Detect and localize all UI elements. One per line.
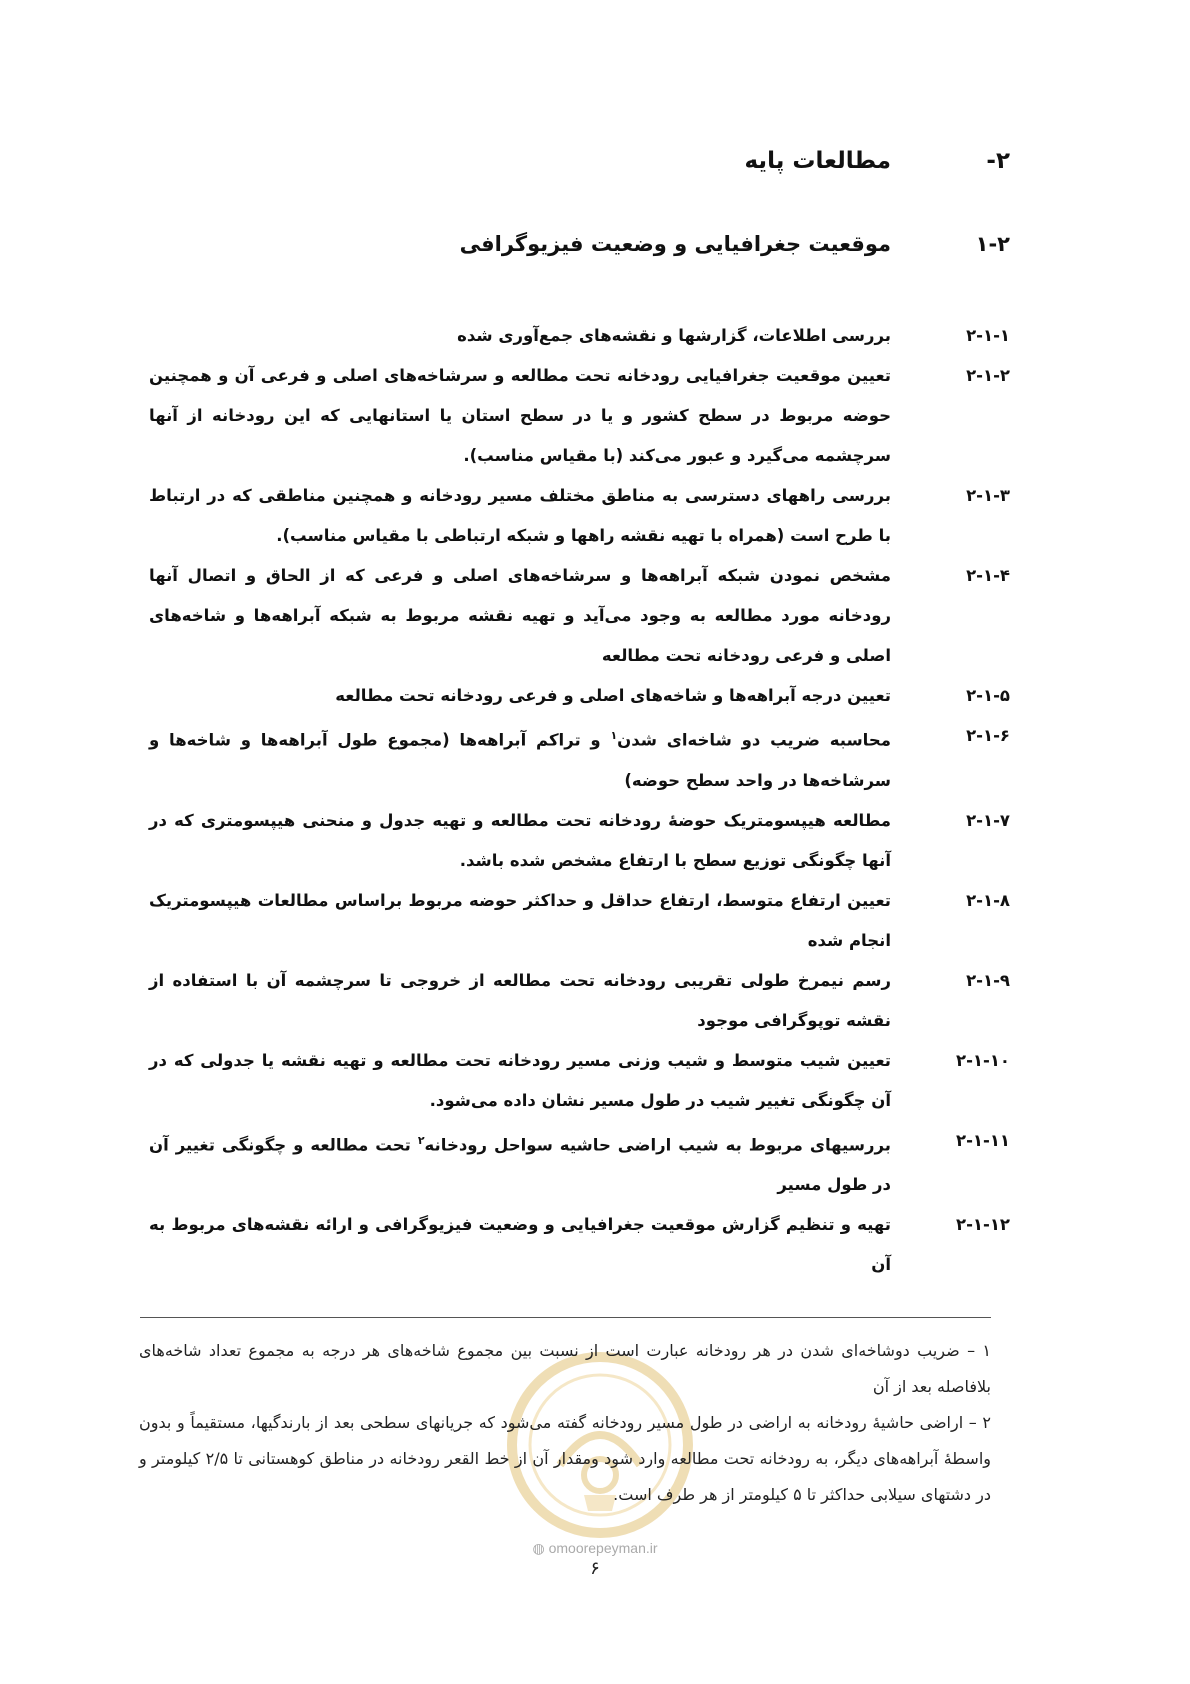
footnote-mark: ۲ bbox=[417, 1133, 425, 1147]
item-text-before: محاسبه ضریب دو شاخه‌ای شدن bbox=[617, 730, 891, 750]
section-number: ۲- bbox=[986, 148, 1010, 174]
section-title: مطالعات پایه bbox=[744, 148, 891, 174]
item-number: ۲-۱-۵ bbox=[966, 686, 1010, 705]
item-number: ۲-۱-۱۱ bbox=[956, 1130, 1010, 1150]
footnotes bbox=[139, 1333, 991, 1513]
item-text bbox=[149, 716, 891, 801]
item-number: ۲-۱-۲ bbox=[966, 366, 1010, 385]
item-number: ۲-۱-۳ bbox=[966, 486, 1010, 505]
footnote: ۲ – اراضی حاشیهٔ رودخانه به اراضی در طول مسیر رودخانه گفته می‌شود که جریانهای سطحی بعد از بارندگیها، مستقیماً و بدون واسطهٔ آبراهه‌های دیگر، به رودخانه تحت مطالعه وارد شود ومقدار آن از خط القعر رودخانه در مناطق کوهستانی تا ۲/۵ کیلومتر و در دشتهای سیلابی حداکثر تا ۵ کیلومتر از هر طرف است. bbox=[139, 1413, 991, 1504]
item-text: تعیین ارتفاع متوسط، ارتفاع حداقل و حداکثر حوضه مربوط براساس مطالعات هیپسومتریک انجام شده bbox=[149, 890, 891, 950]
list-item bbox=[130, 716, 1010, 801]
item-text: مطالعه هیپسومتریک حوضهٔ رودخانه تحت مطالعه و تهیه جدول و منحنی هیپسومتری که در آنها چگونگی توزیع سطح با ارتفاع مشخص شده باشد. bbox=[149, 810, 891, 870]
list-item bbox=[130, 881, 1010, 961]
item-text-before: بررسیهای مربوط به شیب اراضی حاشیه سواحل رودخانه bbox=[424, 1135, 891, 1154]
footnote-divider bbox=[140, 1317, 991, 1318]
list-item bbox=[130, 316, 1010, 356]
item-number: ۲-۱-۸ bbox=[966, 890, 1010, 910]
list-item bbox=[130, 676, 1010, 716]
subsection-heading bbox=[130, 232, 1010, 272]
globe-icon: ◍ bbox=[532, 1540, 545, 1556]
list-item bbox=[130, 1121, 1010, 1206]
item-number: ۲-۱-۷ bbox=[966, 810, 1010, 830]
item-text: تعیین درجه آبراهه‌ها و شاخه‌های اصلی و فرعی رودخانه تحت مطالعه bbox=[335, 686, 891, 705]
section-heading bbox=[130, 148, 1010, 188]
item-text: بررسی اطلاعات، گزارشها و نقشه‌های جمع‌آوری شده bbox=[457, 326, 891, 345]
item-text: بررسی راههای دسترسی به مناطق مختلف مسیر رودخانه و همچنین مناطقی که در ارتباط با طرح است (همراه با تهیه نقشه راهها و شبکه ارتباطی با مقیاس مناسب). bbox=[149, 486, 891, 545]
item-number: ۲-۱-۱۲ bbox=[956, 1215, 1010, 1234]
subsection-number: ۱-۲ bbox=[975, 232, 1010, 256]
item-number: ۲-۱-۶ bbox=[966, 726, 1010, 745]
footnote-mark: ۱ bbox=[610, 729, 618, 742]
items-list bbox=[130, 316, 1010, 1285]
item-number: ۲-۱-۱ bbox=[966, 326, 1010, 345]
watermark-site-text: omoorepeyman.ir bbox=[548, 1540, 658, 1556]
page-number: ۶ bbox=[590, 1558, 600, 1579]
list-item bbox=[130, 556, 1010, 676]
item-text: مشخص نمودن شبکه آبراهه‌ها و سرشاخه‌های اصلی و فرعی که از الحاق و اتصال آنها رودخانه مورد مطالعه به وجود می‌آید و تهیه نقشه مربوط به شبکه آبراهه‌ها و شاخه‌های اصلی و فرعی رودخانه تحت مطالعه bbox=[149, 566, 891, 665]
item-text: تهیه و تنظیم گزارش موقعیت جغرافیایی و وضعیت فیزیوگرافی و ارائه نقشه‌های مربوط به آن bbox=[149, 1215, 891, 1274]
item-number: ۲-۱-۹ bbox=[966, 970, 1010, 990]
item-text: تعیین شیب متوسط و شیب وزنی مسیر رودخانه تحت مطالعه و تهیه نقشه یا جدولی که در آن چگونگی تغییر شیب در طول مسیر نشان داده می‌شود. bbox=[149, 1050, 891, 1110]
item-text bbox=[149, 1121, 891, 1206]
list-item bbox=[130, 476, 1010, 556]
footnote: ۱ – ضریب دوشاخه‌ای شدن در هر رودخانه عبارت است از نسبت بین مجموع شاخه‌های هر درجه به مجموع تعداد شاخه‌های بلافاصله بعد از آن bbox=[139, 1341, 991, 1396]
item-number: ۲-۱-۱۰ bbox=[956, 1050, 1010, 1070]
list-item bbox=[130, 356, 1010, 476]
item-text-after: تحت مطالعه و چگونگی تغییر آن در طول مسیر bbox=[149, 1135, 891, 1194]
item-text-after: و تراکم آبراهه‌ها (مجموع طول آبراهه‌ها و شاخه‌ها و سرشاخه‌ها در واحد سطح حوضه) bbox=[149, 730, 891, 790]
list-item bbox=[130, 801, 1010, 881]
list-item bbox=[130, 1205, 1010, 1285]
item-text: رسم نیمرخ طولی تقریبی رودخانه تحت مطالعه از خروجی تا سرچشمه آن با استفاده از نقشه توپوگرافی موجود bbox=[149, 970, 891, 1030]
watermark-site bbox=[495, 1540, 695, 1557]
list-item bbox=[130, 961, 1010, 1041]
item-text: تعیین موقعیت جغرافیایی رودخانه تحت مطالعه و سرشاخه‌های اصلی و فرعی آن و همچنین حوضه مربوط در سطح کشور و یا در سطح استان یا استانهایی که این رودخانه از آنها سرچشمه می‌گیرد و عبور می‌کند (با مقیاس مناسب). bbox=[149, 366, 891, 465]
subsection-title: موقعیت جغرافیایی و وضعیت فیزیوگرافی bbox=[459, 232, 891, 256]
item-number: ۲-۱-۴ bbox=[966, 566, 1010, 585]
list-item bbox=[130, 1041, 1010, 1121]
